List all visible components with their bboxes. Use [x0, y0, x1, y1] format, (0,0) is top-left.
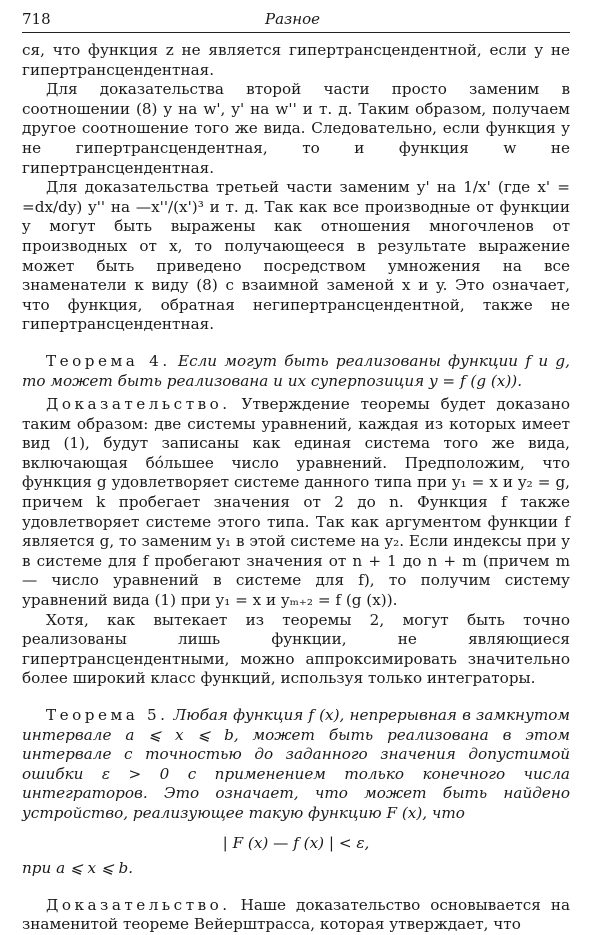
paragraph-second-part: Для доказательства второй части просто заменим в соотношении (8) y на w', y' на w'' и т. д. Таким образом, получаем другое соотношение того же вида. Следовательно, если функция y не гипертрансцендентная, то и функция w не гипертрансцендентная. — [22, 80, 570, 177]
theorem-5-label: Теорема 5. — [46, 706, 169, 724]
proof-5-text: Наше доказательство основывается на знаменитой теореме Вейерштрасса, которая утверждает, что — [22, 895, 570, 934]
page-number: 718 — [22, 10, 51, 28]
proof-5 — [22, 896, 570, 935]
theorem-4 — [22, 352, 570, 391]
paragraph-continuation: ся, что функция z не является гипертрансцендентной, если y не гипертрансцендентная. — [22, 41, 570, 79]
theorem-4-label: Теорема 4. — [46, 351, 171, 370]
proof-4 — [22, 395, 570, 611]
proof-4-remark: Хотя, как вытекает из теоремы 2, могут быть точно реализованы лишь функции, не являющиеся гипертрансцендентными, можно аппроксимировать значительно более широкий класс функций, используя только интеграторы. — [22, 610, 570, 688]
running-title: Разное — [264, 10, 320, 28]
proof-5-label: Доказательство. — [46, 895, 231, 914]
theorem-5-statement: Любая функция f (x), непрерывная в замкнутом интервале a ⩽ x ⩽ b, может быть реализована в этом интервале с точностью до заданного значения допустимой ошибки ε > 0 с применением только конечного числа интеграторов. Это означает, что может быть найдено устройство, реализующее такую функцию F (x), что — [22, 706, 570, 822]
proof-4-text: Утверждение теоремы будет доказано таким образом: две системы уравнений, каждая из которых имеет вид (1), будут записаны как единая система того же вида, включающая бóльшее число уравнений. Предположим, что функция g удовлетворяет системе данного типа при y₁ = x и y₂ = g, причем k пробегает значения от 2 до n. Функция f также удовлетворяет системе этого типа. Так как аргументом функции f является g, то заменим y₁ в этой системе на y₂. Если индексы при y в системе для f пробегают значения от n + 1 до n + m (причем m — число уравнений в системе для f), то получим систему уравнений вида (1) при y₁ = x и yₘ₊₂ = f (g (x)). — [22, 395, 571, 610]
theorem-5 — [22, 706, 570, 824]
proof-4-label: Доказательство. — [46, 395, 231, 414]
theorem-4-statement: Если могут быть реализованы функции f и g, то может быть реализована и их суперпозиция y = f (g (x)). — [22, 351, 570, 390]
theorem-5-condition: при a ⩽ x ⩽ b. — [22, 859, 134, 878]
theorem-5-formula: | F (x) — f (x) | < ε, — [222, 833, 370, 852]
paragraph-third-part: Для доказательства третьей части заменим y' на 1/x' (где x' = =dx/dy) y'' на —x''/(x')³ и т. д. Так как все производные от функции y могут быть выражены как отношения многочленов от производных от x, то получающееся в результате выражение может быть приведено посредством умножения на все знаменатели к виду (8) с взаимной заменой x и y. Это означает, что функция, обратная негипертрансцендентной, также не гипертрансцендентная. — [22, 178, 570, 334]
page-header — [22, 10, 570, 33]
